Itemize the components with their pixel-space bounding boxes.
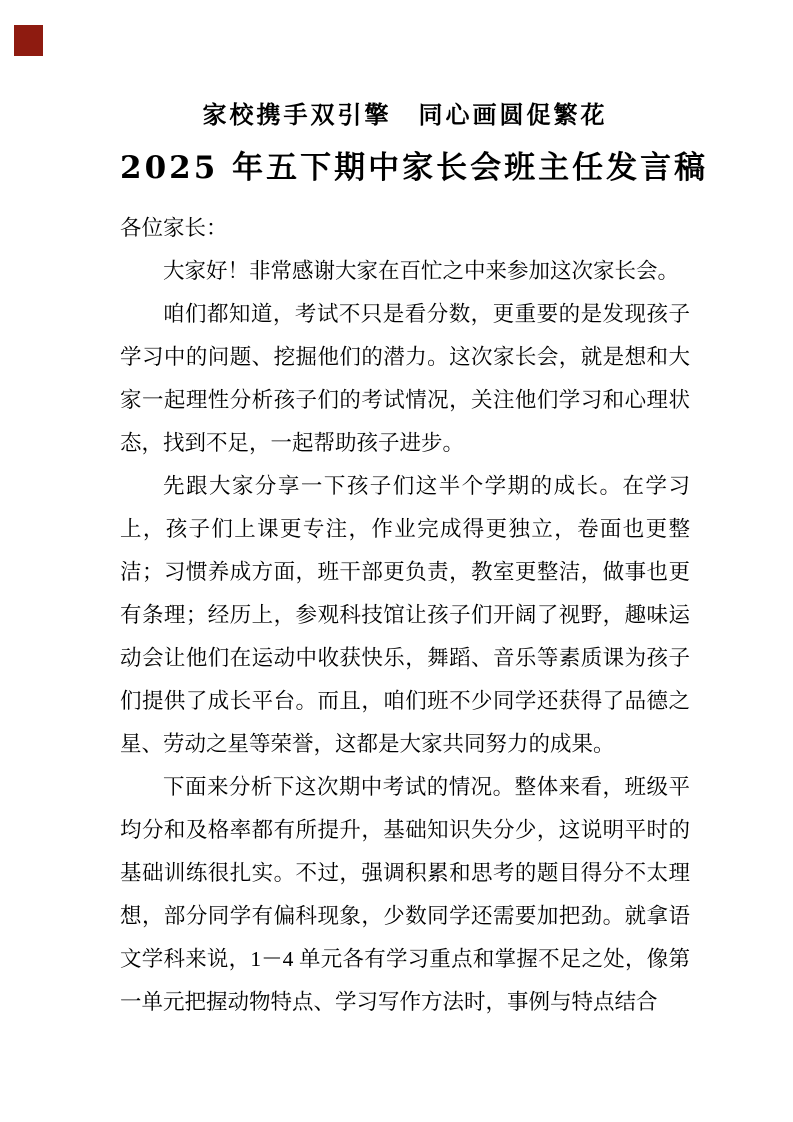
paragraph-meeting-purpose: 咱们都知道，考试不只是看分数，更重要的是发现孩子学习中的问题、挖掘他们的潜力。这次家长会，就是想和大家一起理性分析孩子们的考试情况，关注他们学习和心理状态，找到不足，一起帮助孩子进步。	[120, 302, 690, 455]
paragraph-exam-analysis: 下面来分析下这次期中考试的情况。整体来看，班级平均分和及格率都有所提升，基础知识失分少，这说明平时的基础训练很扎实。不过，强调积累和思考的题目得分不太理想，部分同学有偏科现象，少数同学还需要加把劲。就拿语文学科来说，1－4 单元各有学习重点和掌握不足之处，像第一单元把握动物特点、学习写作方法时，事例与特点结合	[120, 775, 690, 1014]
document-subtitle: 家校携手双引擎 同心画圆促繁花	[202, 101, 608, 129]
document-title: 2025 年五下期中家长会班主任发言稿	[120, 150, 709, 186]
paragraph-greeting: 大家好！非常感谢大家在百忙之中来参加这次家长会。	[163, 259, 680, 283]
paragraph-semester-growth: 先跟大家分享一下孩子们这半个学期的成长。在学习上，孩子们上课更专注，作业完成得更独立，卷面也更整洁；习惯养成方面，班干部更负责，教室更整洁，做事也更有条理；经历上，参观科技馆让孩子们开阔了视野，趣味运动会让他们在运动中收获快乐，舞蹈、音乐等素质课为孩子们提供了成长平台。而且，咱们班不少同学还获得了品德之星、劳动之星等荣誉，这都是大家共同努力的成果。	[120, 474, 690, 756]
salutation-line: 各位家长：	[120, 216, 228, 240]
red-stamp	[14, 25, 43, 56]
document-body	[120, 207, 690, 1024]
